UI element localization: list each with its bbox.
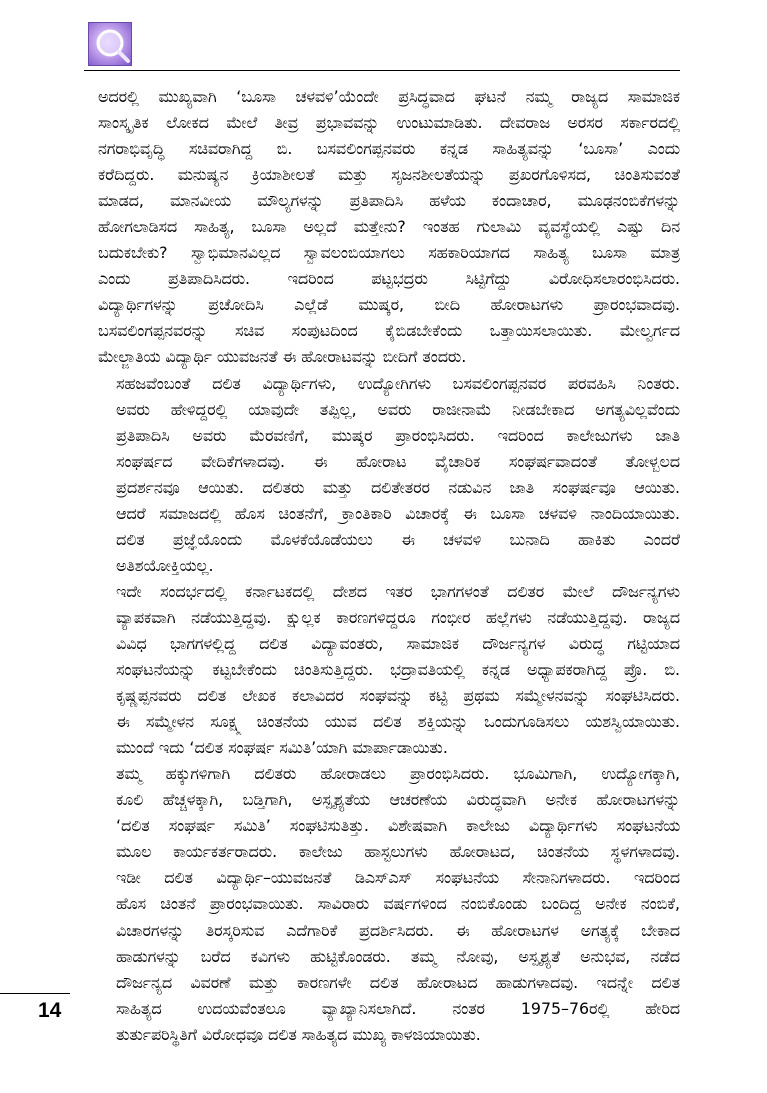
text-line: ದಲಿತ ಪ್ರಜ್ಞೆಯೊಂದು ಮೊಳಕೆಯೊಡೆಯಲು ಈ ಚಳವಳಿ ಬುನಾದಿ ಹಾಕಿತು ಎಂದರೆ <box>116 529 680 549</box>
text-line: ತುರ್ತುಪರಿಸ್ಥಿತಿಗೆ ವಿರೋಧವೂ ದಲಿತ ಸಾಹಿತ್ಯದ ಮುಖ್ಯ ಕಾಳಜಿಯಾಯಿತು. <box>116 1024 481 1044</box>
text-line: ಸಂಘಟನೆಯನ್ನು ಕಟ್ಟಬೇಕೆಂದು ಚಿಂತಿಸುತ್ತಿದ್ದರು. ಭದ್ರಾವತಿಯಲ್ಲಿ ಕನ್ನಡ ಅಧ್ಯಾಪಕರಾಗಿದ್ದ ಪ್ರೊ. ಬಿ. <box>116 660 680 680</box>
magnifier-icon <box>89 23 133 67</box>
text-line: ಹೋಗಲಾಡಿಸದ ಸಾಹಿತ್ಯ, ಬೂಸಾ ಅಲ್ಲದೆ ಮತ್ತೇನು? ಇಂತಹ ಗುಲಾಮಿ ವ್ಯವಸ್ಥೆಯಲ್ಲಿ ಎಷ್ಟು ದಿನ <box>98 217 680 237</box>
text-line: ಹಾಡುಗಳನ್ನು ಬರೆದ ಕವಿಗಳು ಹುಟ್ಟಿಕೊಂಡರು. ತಮ್ಮ ನೋವು, ಅಸ್ಪೃಶ್ಯತೆ ಅನುಭವ, ನಡೆದ <box>116 946 680 966</box>
text-line: ನಗರಾಭಿವೃದ್ಧಿ ಸಚಿವರಾಗಿದ್ದ ಬಿ. ಬಸವಲಿಂಗಪ್ಪನವರು ಕನ್ನಡ ಸಾಹಿತ್ಯವನ್ನು ‘ಬೂಸಾ’ ಎಂದು <box>98 139 680 159</box>
text-line: ವಿದ್ಯಾರ್ಥಿಗಳನ್ನು ಪ್ರಚೋದಿಸಿ ಎಲ್ಲೆಡೆ ಮುಷ್ಕರ, ಬೀದಿ ಹೋರಾಟಗಳು ಪ್ರಾರಂಭವಾದವು. <box>98 295 680 315</box>
paragraph <box>98 84 680 371</box>
paragraph <box>98 579 680 761</box>
text-line: ಸಹಜವೆಂಬಂತೆ ದಲಿತ ವಿದ್ಯಾರ್ಥಿಗಳು, ಉದ್ಯೋಗಿಗಳು ಬಸವಲಿಂಗಪ್ಪನವರ ಪರವಹಿಸಿ ನಿಂತರು. <box>116 373 680 393</box>
text-line: ತಮ್ಮ ಹಕ್ಕುಗಳಿಗಾಗಿ ದಲಿತರು ಹೋರಾಡಲು ಪ್ರಾರಂಭಿಸಿದರು. ಭೂಮಿಗಾಗಿ, ಉದ್ಯೋಗಕ್ಕಾಗಿ, <box>116 764 680 784</box>
text-line: ಸಂಘರ್ಷದ ವೇದಿಕೆಗಳಾದವು. ಈ ಹೋರಾಟ ವೈಚಾರಿಕ ಸಂಘರ್ಷವಾದಂತೆ ತೋಳ್ಬಲದ <box>116 451 680 471</box>
text-line: ವ್ಯಾಪಕವಾಗಿ ನಡೆಯುತ್ತಿದ್ದವು. ಕ್ಷುಲ್ಲಕ ಕಾರಣಗಳಿದ್ದರೂ ಗಂಭೀರ ಹಲ್ಲೆಗಳು ನಡೆಯುತ್ತಿದ್ದವು. ರಾಜ್ಯದ <box>116 607 680 627</box>
text-line: ‘ದಲಿತ ಸಂಘರ್ಷ ಸಮಿತಿ’ ಸಂಘಟಿಸುತಿತ್ತು. ವಿಶೇಷವಾಗಿ ಕಾಲೇಜು ವಿದ್ಯಾರ್ಥಿಗಳು ಸಂಘಟನೆಯ <box>116 816 680 836</box>
text-line: ಬಸವಲಿಂಗಪ್ಪನವರನ್ನು ಸಚಿವ ಸಂಪುಟದಿಂದ ಕೈಬಿಡಬೇಕೆಂದು ಒತ್ತಾಯಿಸಲಾಯಿತು. ಮೇಲ್ವರ್ಗದ <box>98 321 680 341</box>
page-number: 14 <box>38 999 62 1022</box>
magnifier-logo <box>88 22 132 66</box>
footer-rule <box>0 993 70 994</box>
text-line: ಕೂಲಿ ಹೆಚ್ಚಳಕ್ಕಾಗಿ, ಬಡ್ತಿಗಾಗಿ, ಅಸ್ಪೃಶ್ಯತೆಯ ಆಚರಣೆಯ ವಿರುದ್ಧವಾಗಿ ಅನೇಕ ಹೋರಾಟಗಳನ್ನು <box>116 790 680 810</box>
text-line: ಇದೇ ಸಂದರ್ಭದಲ್ಲಿ ಕರ್ನಾಟಕದಲ್ಲಿ ದೇಶದ ಇತರ ಭಾಗಗಳಂತೆ ದಲಿತರ ಮೇಲೆ ದೌರ್ಜನ್ಯಗಳು <box>116 581 680 601</box>
text-line: ಅವರು ಹೇಳಿದ್ದರಲ್ಲಿ ಯಾವುದೇ ತಪ್ಪಿಲ್ಲ, ಅವರು ರಾಜೀನಾಮೆ ನೀಡಬೇಕಾದ ಅಗತ್ಯವಿಲ್ಲವೆಂದು <box>116 399 680 419</box>
text-line: ಹೊಸ ಚಿಂತನೆ ಪ್ರಾರಂಭವಾಯಿತು. ಸಾವಿರಾರು ವರ್ಷಗಳಿಂದ ನಂಬಿಕೊಂಡು ಬಂದಿದ್ದ ಅನೇಕ ನಂಬಿಕೆ, <box>116 894 680 914</box>
header-rule <box>84 70 680 71</box>
text-line: ಸಾಂಸ್ಕೃತಿಕ ಲೋಕದ ಮೇಲೆ ತೀವ್ರ ಪ್ರಭಾವವನ್ನು ಉಂಟುಮಾಡಿತು. ದೇವರಾಜ ಅರಸರ ಸರ್ಕಾರದಲ್ಲಿ <box>98 113 680 133</box>
text-line: ವಿವಿಧ ಭಾಗಗಳಲ್ಲಿದ್ದ ದಲಿತ ವಿದ್ಯಾವಂತರು, ಸಾಮಾಜಿಕ ದೌರ್ಜನ್ಯಗಳ ವಿರುದ್ಧ ಗಟ್ಟಿಯಾದ <box>116 633 680 653</box>
text-line: ಮೂಲ ಕಾರ್ಯಕರ್ತರಾದರು. ಕಾಲೇಜು ಹಾಸ್ಟಲುಗಳು ಹೋರಾಟದ, ಚಿಂತನೆಯ ಸ್ಥಳಗಳಾದವು. <box>116 842 680 862</box>
text-line: ಅತಿಶಯೋಕ್ತಿಯಲ್ಲ. <box>116 555 214 575</box>
text-line: ಬದುಕಬೇಕು? ಸ್ವಾಭಿಮಾನವಿಲ್ಲದ ಸ್ವಾವಲಂಬಿಯಾಗಲು ಸಹಕಾರಿಯಾಗದ ಸಾಹಿತ್ಯ ಬೂಸಾ ಮಾತ್ರ <box>98 243 680 263</box>
text-line: ದೌರ್ಜನ್ಯದ ವಿವರಣೆ ಮತ್ತು ಕಾರಣಗಳೇ ದಲಿತ ಹೋರಾಟದ ಹಾಡುಗಳಾದವು. ಇದನ್ನೇ ದಲಿತ <box>116 972 680 992</box>
paragraph <box>98 761 680 1048</box>
body-text <box>98 84 680 1048</box>
text-line: ಅದರಲ್ಲಿ ಮುಖ್ಯವಾಗಿ ‘ಬೂಸಾ ಚಳವಳಿ’ಯೆಂದೇ ಪ್ರಸಿದ್ಧವಾದ ಘಟನೆ ನಮ್ಮ ರಾಜ್ಯದ ಸಾಮಾಜಿಕ <box>98 87 680 106</box>
text-line: ಎಂದು ಪ್ರತಿಪಾದಿಸಿದರು. ಇದರಿಂದ ಪಟ್ಟಭದ್ರರು ಸಿಟ್ಟಿಗೆದ್ದು ವಿರೋಧಿಸಲಾರಂಭಿಸಿದರು. <box>98 269 680 289</box>
text-line: ಮುಂದೆ ಇದು ‘ದಲಿತ ಸಂಘರ್ಷ ಸಮಿತಿ’ಯಾಗಿ ಮಾರ್ಪಾಡಾಯಿತು. <box>116 738 448 758</box>
text-line: ಪ್ರದರ್ಶನವೂ ಆಯಿತು. ದಲಿತರು ಮತ್ತು ದಲಿತೇತರರ ನಡುವಿನ ಜಾತಿ ಸಂಘರ್ಷವೂ ಆಯಿತು. <box>116 477 680 497</box>
text-line: ವಿಚಾರಗಳನ್ನು ತಿರಸ್ಕರಿಸುವ ಎದೆಗಾರಿಕೆ ಪ್ರದರ್ಶಿಸಿದರು. ಈ ಹೋರಾಟಗಳ ಅಗತ್ಯಕ್ಕೆ ಬೇಕಾದ <box>116 920 680 940</box>
text-line: ಈ ಸಮ್ಮೇಳನ ಸೂಕ್ಷ್ಮ ಚಿಂತನೆಯ ಯುವ ದಲಿತ ಶಕ್ತಿಯನ್ನು ಒಂದುಗೂಡಿಸಲು ಯಶಸ್ವಿಯಾಯಿತು. <box>116 712 680 732</box>
text-line: ಕರೆದಿದ್ದರು. ಮನುಷ್ಯನ ಕ್ರಿಯಾಶೀಲತೆ ಮತ್ತು ಸೃಜನಶೀಲತೆಯನ್ನು ಪ್ರಖರಗೊಳಿಸದ, ಚಿಂತಿಸುವಂತೆ <box>98 165 680 185</box>
paragraph <box>98 371 680 579</box>
text-line: ಇಡೀ ದಲಿತ ವಿದ್ಯಾರ್ಥಿ–ಯುವಜನತೆ ಡಿಎಸ್‌ಎಸ್ ಸಂಘಟನೆಯ ಸೇನಾನಿಗಳಾದರು. ಇದರಿಂದ <box>116 868 680 888</box>
text-line: ಕೃಷ್ಣಪ್ಪನವರು ದಲಿತ ಲೇಖಕ ಕಲಾವಿದರ ಸಂಘವನ್ನು ಕಟ್ಟಿ ಪ್ರಥಮ ಸಮ್ಮೇಳನವನ್ನು ಸಂಘಟಿಸಿದರು. <box>116 686 680 706</box>
text-line: ಆದರೆ ಸಮಾಜದಲ್ಲಿ ಹೊಸ ಚಿಂತನೆಗೆ, ಕ್ರಾಂತಿಕಾರಿ ವಿಚಾರಕ್ಕೆ ಈ ಬೂಸಾ ಚಳವಳಿ ನಾಂದಿಯಾಯಿತು. <box>116 503 680 523</box>
text-line: ಮೇಲ್ಜಾತಿಯ ವಿದ್ಯಾರ್ಥಿ ಯುವಜನತೆ ಈ ಹೋರಾಟವನ್ನು ಬೀದಿಗೆ ತಂದರು. <box>98 347 467 367</box>
text-line: ಸಾಹಿತ್ಯದ ಉದಯವೆಂತಲೂ ವ್ಯಾಖ್ಯಾನಿಸಲಾಗಿದೆ. ನಂತರ 1975–76ರಲ್ಲಿ ಹೇರಿದ <box>116 998 680 1018</box>
text-line: ಪ್ರತಿಪಾದಿಸಿ ಅವರು ಮೆರವಣಿಗೆ, ಮುಷ್ಕರ ಪ್ರಾರಂಭಿಸಿದರು. ಇದರಿಂದ ಕಾಲೇಜುಗಳು ಜಾತಿ <box>116 425 680 445</box>
text-line: ಮಾಡದ, ಮಾನವೀಯ ಮೌಲ್ಯಗಳನ್ನು ಪ್ರತಿಪಾದಿಸಿ ಹಳೆಯ ಕಂದಾಚಾರ, ಮೂಢನಂಬಿಕೆಗಳನ್ನು <box>98 191 680 211</box>
